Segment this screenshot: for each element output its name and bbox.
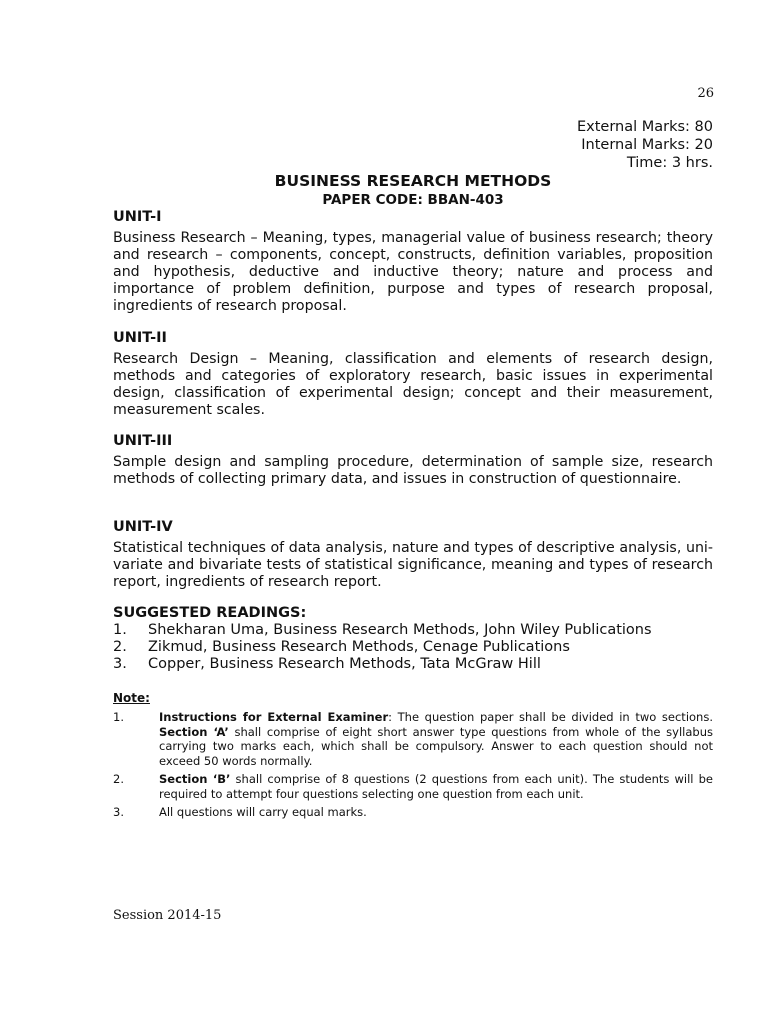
unit-3	[113, 432, 713, 488]
note-number: 3.	[113, 805, 124, 819]
unit-heading: UNIT-IV	[113, 519, 173, 535]
unit-4	[113, 518, 713, 591]
unit-text: Sample design and sampling procedure, determination of sample size, research methods of collecting primary data, and issues in construction of questionnaire.	[113, 454, 713, 487]
reading-number: 2.	[113, 639, 127, 655]
note-item	[113, 805, 713, 820]
unit-text: Research Design – Meaning, classification and elements of research design, methods and categories of exploratory research, basic issues in experimental design, classification of experimental design; concept and their measurement, measurement scales.	[113, 351, 713, 418]
paper-code: PAPER CODE: BBAN-403	[322, 192, 504, 208]
reading-text: Shekharan Uma, Business Research Methods, John Wiley Publications	[148, 622, 652, 638]
page-number: 26	[697, 86, 714, 101]
reading-number: 1.	[113, 622, 127, 638]
note-text: All questions will carry equal marks.	[159, 805, 367, 819]
external-marks: External Marks: 80	[576, 119, 713, 135]
unit-1	[113, 208, 713, 315]
reading-item	[113, 622, 713, 639]
note-text-a: : The question paper shall be divided in two sections.	[388, 710, 713, 724]
unit-text: Statistical techniques of data analysis, nature and types of descriptive analysis, uni-variate and bivariate tests of statistical significance, meaning and types of research report, ingredients of research report.	[113, 540, 713, 590]
course-title: BUSINESS RESEARCH METHODS	[274, 172, 552, 190]
unit-2	[113, 329, 713, 419]
unit-heading: UNIT-I	[113, 209, 162, 225]
note-section	[113, 690, 713, 820]
note-number: 2.	[113, 772, 124, 786]
reading-text: Zikmud, Business Research Methods, Cenage Publications	[148, 639, 570, 655]
readings-heading: SUGGESTED READINGS:	[113, 605, 307, 621]
note-number: 1.	[113, 710, 124, 724]
note-bold-lead: Instructions for External Examiner	[159, 710, 389, 724]
note-item	[113, 710, 713, 768]
note-text-a: shall comprise of 8 questions (2 questions from each unit). The students will be required to attempt four questions selecting one question from each unit.	[159, 772, 713, 801]
note-text	[159, 772, 713, 801]
reading-item	[113, 656, 713, 673]
note-bold-lead: Section ‘B’	[159, 772, 231, 786]
readings-list	[113, 622, 713, 673]
unit-heading: UNIT-III	[113, 433, 173, 449]
session-footer: Session 2014-15	[113, 908, 222, 923]
unit-text: Business Research – Meaning, types, managerial value of business research; theory and research – components, concept, constructs, definition variables, proposition and hypothesis, deductive and inductive theory; nature and process and importance of problem definition, purpose and types of research proposal, ingredients of research proposal.	[113, 230, 713, 314]
note-item	[113, 772, 713, 801]
suggested-readings	[113, 604, 713, 673]
reading-number: 3.	[113, 656, 127, 672]
reading-item	[113, 639, 713, 656]
internal-marks: Internal Marks: 20	[581, 137, 713, 153]
note-heading: Note:	[113, 691, 150, 705]
marks-block	[577, 118, 713, 172]
note-text	[159, 710, 713, 768]
note-bold-mid: Section ‘A’	[159, 724, 229, 739]
unit-heading: UNIT-II	[113, 330, 167, 346]
note-text-b: shall comprise of eight short answer type questions from whole of the syllabus carrying two marks each, which shall be compulsory. Answer to each question should not exceed 50 words normally.	[159, 724, 713, 768]
reading-text: Copper, Business Research Methods, Tata McGraw Hill	[148, 656, 541, 672]
exam-time: Time: 3 hrs.	[626, 155, 713, 171]
